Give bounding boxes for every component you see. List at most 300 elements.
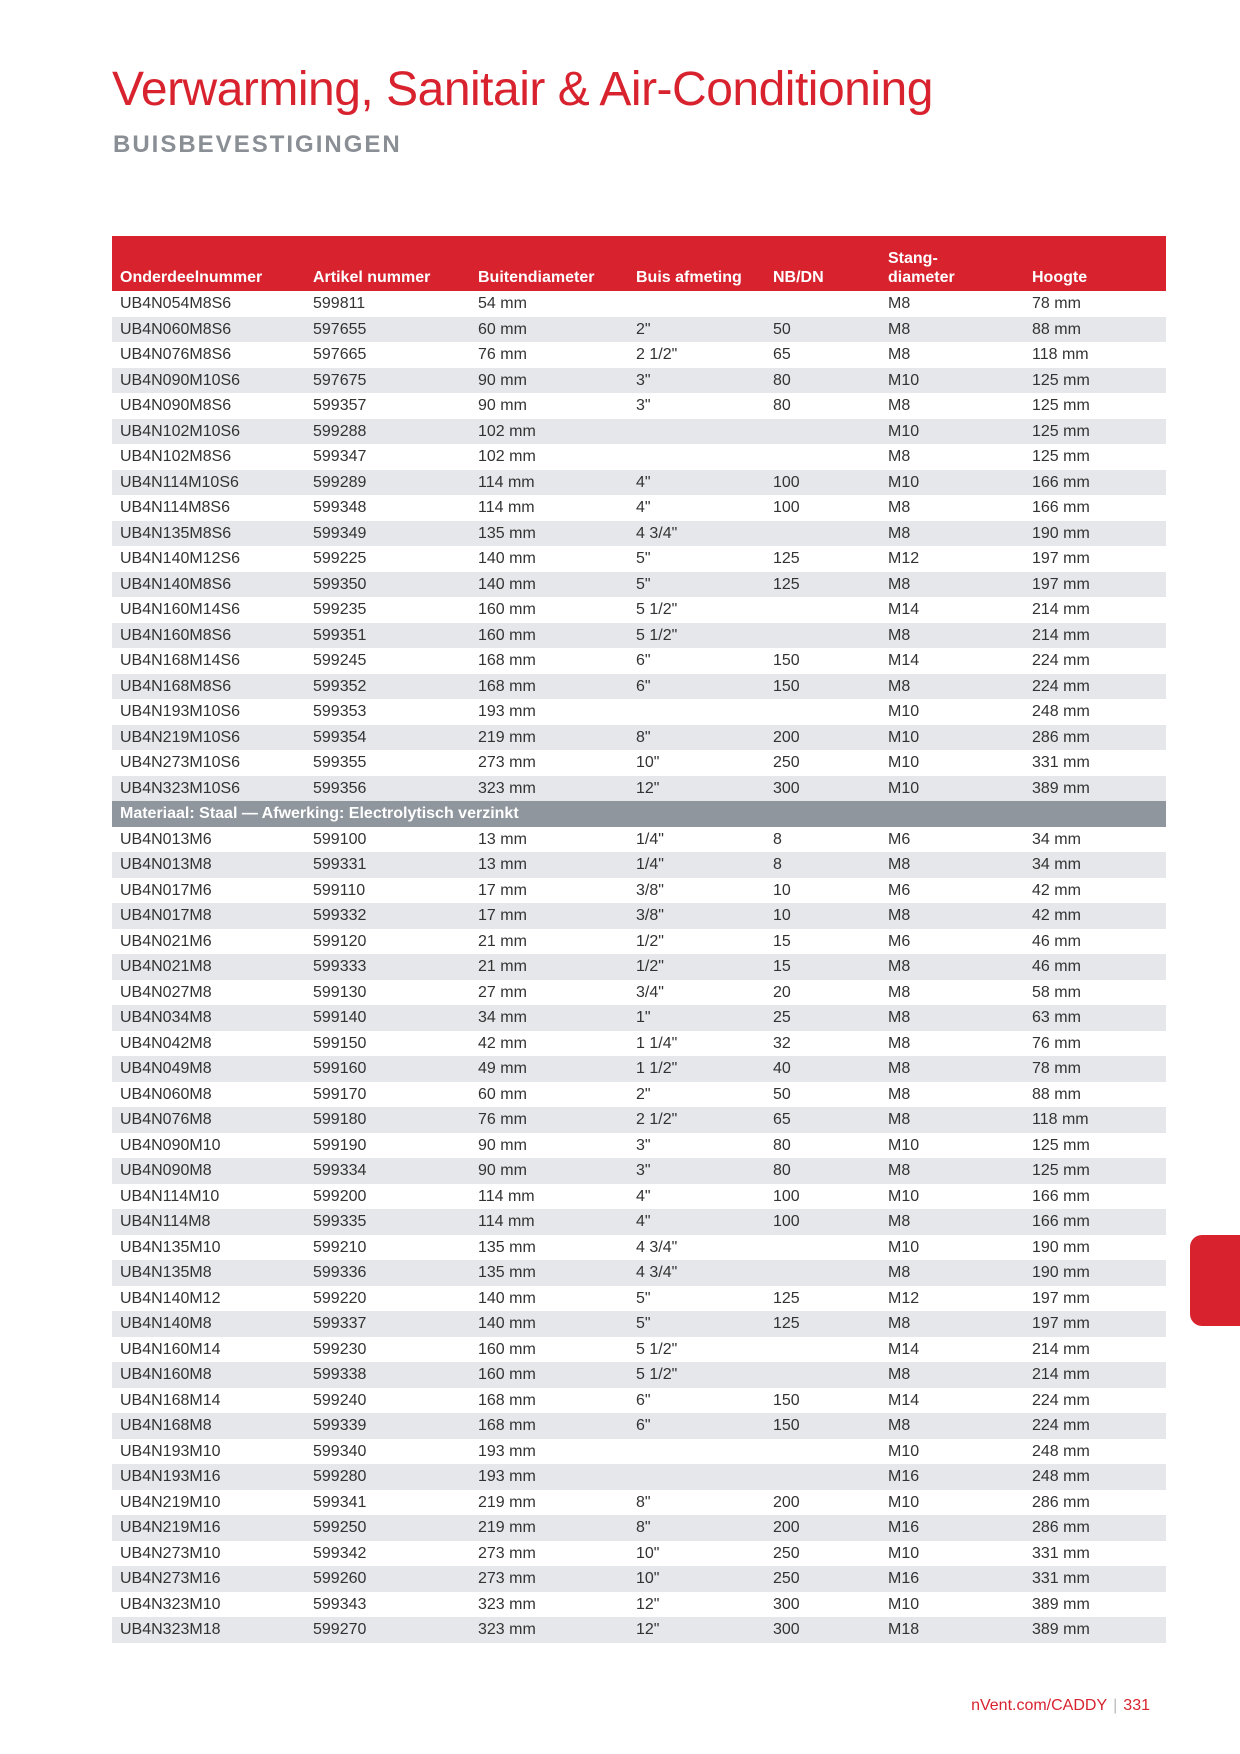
cell-rod-diameter: M16 — [888, 1570, 920, 1587]
cell-pipe-size: 1 1/4" — [636, 1034, 678, 1052]
cell-height: 125 mm — [1032, 1162, 1090, 1179]
cell-pipe-size: 10" — [636, 754, 660, 771]
table-row — [112, 674, 1166, 700]
cell-nb-dn: 20 — [773, 983, 791, 1001]
cell-height: 248 mm — [1032, 703, 1090, 720]
cell-pipe-size: 4 3/4" — [636, 1238, 678, 1256]
cell-rod-diameter: M8 — [888, 958, 911, 975]
table-row — [112, 852, 1166, 878]
cell-outer-diameter: 135 mm — [478, 1238, 536, 1256]
cell-article-number: 599347 — [313, 448, 367, 465]
table-row — [112, 1209, 1166, 1235]
cell-article-number: 599340 — [313, 1442, 367, 1460]
cell-article-number: 599332 — [313, 907, 367, 924]
cell-rod-diameter: M18 — [888, 1621, 920, 1638]
cell-height: 331 mm — [1032, 1570, 1090, 1587]
column-header-nb-dn: NB/DN — [773, 269, 824, 286]
table-row — [112, 1515, 1166, 1541]
cell-height: 125 mm — [1032, 422, 1090, 440]
table-row — [112, 470, 1166, 496]
cell-outer-diameter: 21 mm — [478, 932, 527, 950]
cell-nb-dn: 300 — [773, 779, 800, 797]
cell-height: 214 mm — [1032, 1366, 1090, 1383]
cell-rod-diameter: M16 — [888, 1519, 920, 1536]
cell-height: 286 mm — [1032, 1493, 1090, 1511]
cell-rod-diameter: M10 — [888, 473, 920, 491]
cell-article-number: 599354 — [313, 728, 367, 746]
cell-rod-diameter: M8 — [888, 397, 911, 414]
cell-rod-diameter: M8 — [888, 499, 911, 516]
cell-rod-diameter: M14 — [888, 1391, 920, 1409]
table-row — [112, 954, 1166, 980]
cell-height: 190 mm — [1032, 1264, 1090, 1281]
cell-nb-dn — [765, 1337, 880, 1363]
table-body — [112, 291, 1166, 1643]
cell-part-number: UB4N017M8 — [120, 907, 212, 924]
cell-outer-diameter: 34 mm — [478, 1009, 527, 1026]
cell-pipe-size: 1/2" — [636, 958, 664, 975]
cell-article-number: 599220 — [313, 1289, 367, 1307]
cell-article-number: 599355 — [313, 754, 367, 771]
table-row — [112, 1311, 1166, 1337]
cell-nb-dn: 10 — [773, 881, 791, 899]
cell-outer-diameter: 323 mm — [478, 1595, 536, 1613]
cell-pipe-size: 12" — [636, 1621, 660, 1638]
cell-article-number: 599170 — [313, 1085, 367, 1103]
column-header-buis-afmeting: Buis afmeting — [636, 269, 742, 286]
table-row — [112, 521, 1166, 547]
cell-rod-diameter: M8 — [888, 1060, 911, 1077]
cell-part-number: UB4N060M8 — [120, 1085, 212, 1103]
cell-outer-diameter: 13 mm — [478, 830, 527, 848]
cell-nb-dn: 200 — [773, 1493, 800, 1511]
cell-nb-dn — [765, 1464, 880, 1490]
cell-rod-diameter: M10 — [888, 1238, 920, 1256]
cell-article-number: 599333 — [313, 958, 367, 975]
cell-rod-diameter: M16 — [888, 1468, 920, 1485]
cell-rod-diameter: M6 — [888, 881, 911, 899]
cell-article-number: 599235 — [313, 601, 367, 618]
cell-pipe-size — [628, 1464, 765, 1490]
table-row — [112, 1005, 1166, 1031]
cell-outer-diameter: 135 mm — [478, 1264, 536, 1281]
cell-article-number: 599336 — [313, 1264, 367, 1281]
cell-part-number: UB4N219M10 — [120, 1493, 221, 1511]
cell-article-number: 599120 — [313, 932, 367, 950]
cell-nb-dn: 80 — [773, 397, 791, 414]
cell-pipe-size: 8" — [636, 728, 651, 746]
cell-nb-dn: 25 — [773, 1009, 791, 1026]
cell-height: 46 mm — [1032, 932, 1081, 950]
cell-nb-dn: 15 — [773, 958, 791, 975]
cell-nb-dn: 125 — [773, 550, 800, 567]
cell-rod-diameter: M10 — [888, 1136, 920, 1154]
cell-outer-diameter: 114 mm — [478, 499, 535, 516]
cell-nb-dn: 100 — [773, 1213, 800, 1230]
table-row — [112, 1439, 1166, 1465]
cell-article-number: 599335 — [313, 1213, 367, 1230]
cell-part-number: UB4N021M8 — [120, 958, 212, 975]
cell-height: 224 mm — [1032, 677, 1090, 695]
cell-pipe-size: 10" — [636, 1570, 660, 1587]
cell-pipe-size: 2" — [636, 320, 651, 338]
cell-pipe-size — [628, 419, 765, 445]
cell-rod-diameter: M14 — [888, 1340, 920, 1358]
cell-rod-diameter: M8 — [888, 1034, 911, 1052]
cell-outer-diameter: 90 mm — [478, 1136, 527, 1154]
cell-rod-diameter: M14 — [888, 601, 920, 618]
cell-nb-dn: 100 — [773, 499, 800, 516]
cell-nb-dn: 40 — [773, 1060, 791, 1077]
cell-height: 214 mm — [1032, 601, 1090, 618]
cell-outer-diameter: 160 mm — [478, 1340, 536, 1358]
cell-rod-diameter: M8 — [888, 295, 911, 312]
cell-outer-diameter: 193 mm — [478, 1468, 536, 1485]
cell-pipe-size: 5" — [636, 550, 651, 567]
cell-pipe-size: 1" — [636, 1009, 651, 1026]
cell-part-number: UB4N140M12 — [120, 1289, 221, 1307]
cell-rod-diameter: M8 — [888, 320, 911, 338]
table-row — [112, 1235, 1166, 1261]
cell-height: 125 mm — [1032, 1136, 1090, 1154]
cell-part-number: UB4N090M10S6 — [120, 371, 241, 389]
cell-pipe-size — [628, 699, 765, 725]
cell-article-number: 599343 — [313, 1595, 367, 1613]
cell-outer-diameter: 17 mm — [478, 881, 527, 899]
cell-height: 166 mm — [1032, 499, 1090, 516]
cell-outer-diameter: 140 mm — [478, 550, 536, 567]
cell-height: 214 mm — [1032, 1340, 1090, 1358]
cell-pipe-size — [628, 291, 765, 317]
cell-part-number: UB4N114M10 — [120, 1187, 220, 1205]
table-row — [112, 444, 1166, 470]
cell-rod-diameter: M10 — [888, 1442, 920, 1460]
cell-outer-diameter: 273 mm — [478, 1570, 536, 1587]
cell-article-number: 599356 — [313, 779, 367, 797]
cell-article-number: 599357 — [313, 397, 367, 414]
cell-pipe-size: 3/8" — [636, 881, 664, 899]
cell-article-number: 599200 — [313, 1187, 367, 1205]
cell-rod-diameter: M8 — [888, 1162, 911, 1179]
cell-pipe-size: 10" — [636, 1544, 660, 1562]
cell-outer-diameter: 102 mm — [478, 422, 536, 440]
column-header-hoogte: Hoogte — [1032, 269, 1088, 286]
cell-outer-diameter: 135 mm — [478, 524, 536, 542]
cell-nb-dn — [765, 419, 880, 445]
cell-article-number: 599350 — [313, 575, 367, 593]
cell-article-number: 599338 — [313, 1366, 367, 1383]
cell-height: 88 mm — [1032, 1085, 1081, 1103]
cell-height: 224 mm — [1032, 1417, 1090, 1434]
cell-rod-diameter: M8 — [888, 1417, 911, 1434]
cell-pipe-size: 4" — [636, 1213, 651, 1230]
cell-height: 78 mm — [1032, 1060, 1081, 1077]
cell-article-number: 599348 — [313, 499, 367, 516]
cell-part-number: UB4N140M12S6 — [120, 550, 241, 567]
cell-height: 224 mm — [1032, 652, 1090, 669]
cell-article-number: 599331 — [313, 856, 367, 873]
cell-rod-diameter: M8 — [888, 1009, 911, 1026]
cell-part-number: UB4N193M16 — [120, 1468, 221, 1485]
cell-part-number: UB4N219M10S6 — [120, 728, 241, 746]
cell-nb-dn: 50 — [773, 320, 791, 338]
cell-nb-dn — [765, 597, 880, 623]
cell-outer-diameter: 219 mm — [478, 1493, 536, 1511]
cell-height: 34 mm — [1032, 856, 1081, 873]
cell-part-number: UB4N027M8 — [120, 983, 212, 1001]
cell-article-number: 599240 — [313, 1391, 367, 1409]
cell-height: 166 mm — [1032, 1213, 1090, 1230]
cell-pipe-size — [628, 1439, 765, 1465]
cell-height: 389 mm — [1032, 779, 1090, 797]
cell-part-number: UB4N034M8 — [120, 1009, 212, 1026]
table-row — [112, 725, 1166, 751]
table-row — [112, 546, 1166, 572]
cell-part-number: UB4N135M10 — [120, 1238, 221, 1256]
cell-part-number: UB4N160M14S6 — [120, 601, 241, 618]
cell-pipe-size: 2 1/2" — [636, 346, 678, 363]
cell-height: 190 mm — [1032, 524, 1090, 542]
cell-height: 88 mm — [1032, 320, 1081, 338]
cell-outer-diameter: 27 mm — [478, 983, 527, 1001]
cell-article-number: 599190 — [313, 1136, 367, 1154]
cell-height: 331 mm — [1032, 1544, 1090, 1562]
cell-height: 166 mm — [1032, 473, 1090, 491]
table-row — [112, 1541, 1166, 1567]
cell-part-number: UB4N140M8 — [120, 1315, 212, 1332]
cell-pipe-size: 5 1/2" — [636, 1366, 678, 1383]
column-header-buitendiameter: Buitendiameter — [478, 269, 595, 286]
cell-pipe-size: 2 1/2" — [636, 1111, 678, 1128]
table-row — [112, 393, 1166, 419]
cell-part-number: UB4N060M8S6 — [120, 320, 232, 338]
cell-nb-dn — [765, 1439, 880, 1465]
cell-article-number: 599180 — [313, 1111, 367, 1128]
cell-nb-dn — [765, 444, 880, 470]
cell-height: 389 mm — [1032, 1621, 1090, 1638]
table-row — [112, 929, 1166, 955]
cell-rod-diameter: M10 — [888, 754, 920, 771]
cell-article-number: 599225 — [313, 550, 367, 567]
page-title: Verwarming, Sanitair & Air-Conditioning — [112, 63, 933, 116]
cell-height: 197 mm — [1032, 550, 1090, 567]
cell-article-number: 597665 — [313, 346, 367, 363]
cell-nb-dn: 65 — [773, 346, 791, 363]
cell-outer-diameter: 90 mm — [478, 397, 527, 414]
cell-rod-diameter: M8 — [888, 1085, 911, 1103]
cell-height: 63 mm — [1032, 1009, 1081, 1026]
cell-height: 58 mm — [1032, 983, 1081, 1001]
cell-outer-diameter: 76 mm — [478, 346, 527, 363]
cell-article-number: 599270 — [313, 1621, 367, 1638]
cell-article-number: 599245 — [313, 652, 367, 669]
cell-outer-diameter: 168 mm — [478, 652, 536, 669]
table-row — [112, 750, 1166, 776]
cell-article-number: 599349 — [313, 524, 367, 542]
cell-article-number: 599150 — [313, 1034, 367, 1052]
cell-nb-dn: 10 — [773, 907, 791, 924]
cell-nb-dn: 100 — [773, 1187, 800, 1205]
cell-rod-diameter: M10 — [888, 371, 920, 389]
cell-pipe-size: 4" — [636, 499, 651, 516]
cell-nb-dn: 125 — [773, 575, 800, 593]
table-row — [112, 1107, 1166, 1133]
cell-pipe-size: 12" — [636, 1595, 660, 1613]
cell-outer-diameter: 21 mm — [478, 958, 527, 975]
page-footer — [971, 1697, 1150, 1715]
cell-part-number: UB4N160M14 — [120, 1340, 221, 1358]
cell-nb-dn: 8 — [773, 856, 782, 873]
table-row — [112, 878, 1166, 904]
cell-pipe-size: 4" — [636, 473, 651, 491]
cell-part-number: UB4N135M8S6 — [120, 524, 232, 542]
cell-outer-diameter: 60 mm — [478, 320, 527, 338]
cell-height: 248 mm — [1032, 1468, 1090, 1485]
cell-nb-dn — [765, 1235, 880, 1261]
cell-pipe-size: 2" — [636, 1085, 651, 1103]
cell-pipe-size: 8" — [636, 1519, 651, 1536]
cell-outer-diameter: 90 mm — [478, 371, 527, 389]
table-row — [112, 1617, 1166, 1643]
table-row — [112, 1362, 1166, 1388]
cell-pipe-size: 6" — [636, 652, 651, 669]
cell-outer-diameter: 168 mm — [478, 1391, 536, 1409]
cell-pipe-size: 5" — [636, 1289, 651, 1307]
cell-pipe-size: 6" — [636, 1417, 651, 1434]
section-header-row — [112, 801, 1166, 827]
cell-rod-diameter: M10 — [888, 1595, 920, 1613]
cell-pipe-size: 12" — [636, 779, 660, 797]
cell-pipe-size: 1/4" — [636, 856, 664, 873]
cell-part-number: UB4N323M18 — [120, 1621, 221, 1638]
cell-pipe-size: 5 1/2" — [636, 601, 678, 618]
cell-pipe-size: 3/8" — [636, 907, 664, 924]
cell-part-number: UB4N013M6 — [120, 830, 212, 848]
table-row — [112, 1337, 1166, 1363]
cell-height: 78 mm — [1032, 295, 1081, 312]
cell-nb-dn — [765, 521, 880, 547]
footer-separator: | — [1113, 1697, 1118, 1714]
cell-outer-diameter: 160 mm — [478, 1366, 536, 1383]
table-row — [112, 1464, 1166, 1490]
cell-outer-diameter: 114 mm — [478, 1187, 535, 1205]
cell-pipe-size: 3" — [636, 371, 651, 389]
cell-pipe-size: 4 3/4" — [636, 1264, 678, 1281]
cell-nb-dn — [765, 623, 880, 649]
cell-outer-diameter: 160 mm — [478, 601, 536, 618]
cell-nb-dn: 65 — [773, 1111, 791, 1128]
cell-height: 286 mm — [1032, 1519, 1090, 1536]
cell-nb-dn: 125 — [773, 1315, 800, 1332]
cell-height: 197 mm — [1032, 575, 1090, 593]
cell-pipe-size: 8" — [636, 1493, 651, 1511]
cell-height: 125 mm — [1032, 448, 1090, 465]
cell-height: 42 mm — [1032, 881, 1081, 899]
cell-part-number: UB4N323M10 — [120, 1595, 221, 1613]
cell-rod-diameter: M8 — [888, 524, 911, 542]
cell-article-number: 599334 — [313, 1162, 367, 1179]
cell-nb-dn — [765, 1362, 880, 1388]
cell-part-number: UB4N219M16 — [120, 1519, 221, 1536]
cell-height: 286 mm — [1032, 728, 1090, 746]
cell-pipe-size: 1/2" — [636, 932, 664, 950]
cell-nb-dn: 80 — [773, 371, 791, 389]
cell-rod-diameter: M12 — [888, 550, 920, 567]
table-row — [112, 1260, 1166, 1286]
cell-outer-diameter: 13 mm — [478, 856, 527, 873]
cell-rod-diameter: M10 — [888, 1544, 920, 1562]
cell-pipe-size: 3" — [636, 1136, 651, 1154]
cell-part-number: UB4N168M8S6 — [120, 677, 232, 695]
cell-outer-diameter: 219 mm — [478, 1519, 536, 1536]
table-row — [112, 776, 1166, 802]
table-row — [112, 623, 1166, 649]
cell-pipe-size: 1/4" — [636, 830, 664, 848]
cell-nb-dn: 80 — [773, 1136, 791, 1154]
table-row — [112, 1388, 1166, 1414]
section-tab — [1190, 1235, 1240, 1326]
table-row — [112, 648, 1166, 674]
cell-nb-dn: 250 — [773, 1544, 800, 1562]
cell-article-number: 599140 — [313, 1009, 367, 1026]
section-material-label: Materiaal: Staal — Afwerking: Electrolytisch verzinkt — [120, 805, 519, 822]
cell-article-number: 599339 — [313, 1417, 367, 1434]
cell-rod-diameter: M8 — [888, 983, 911, 1001]
cell-outer-diameter: 60 mm — [478, 1085, 527, 1103]
cell-rod-diameter: M8 — [888, 677, 911, 695]
cell-outer-diameter: 323 mm — [478, 779, 536, 797]
cell-rod-diameter: M10 — [888, 703, 920, 720]
cell-article-number: 599811 — [313, 295, 366, 312]
table-header-row — [112, 236, 1166, 291]
cell-nb-dn: 200 — [773, 728, 800, 746]
cell-rod-diameter: M10 — [888, 728, 920, 746]
cell-part-number: UB4N076M8S6 — [120, 346, 232, 363]
cell-height: 166 mm — [1032, 1187, 1090, 1205]
cell-height: 214 mm — [1032, 626, 1090, 644]
cell-pipe-size: 4" — [636, 1187, 651, 1205]
cell-pipe-size: 3" — [636, 1162, 651, 1179]
cell-part-number: UB4N114M10S6 — [120, 473, 239, 491]
cell-nb-dn: 32 — [773, 1034, 791, 1052]
cell-rod-diameter: M10 — [888, 1493, 920, 1511]
cell-pipe-size: 5" — [636, 1315, 651, 1332]
cell-article-number: 599351 — [313, 626, 367, 644]
cell-pipe-size: 5 1/2" — [636, 626, 678, 644]
cell-height: 331 mm — [1032, 754, 1090, 771]
cell-part-number: UB4N049M8 — [120, 1060, 212, 1077]
cell-part-number: UB4N076M8 — [120, 1111, 212, 1128]
cell-part-number: UB4N102M10S6 — [120, 422, 241, 440]
cell-part-number: UB4N102M8S6 — [120, 448, 232, 465]
cell-outer-diameter: 193 mm — [478, 1442, 536, 1460]
parts-table — [112, 236, 1166, 1643]
cell-part-number: UB4N273M10 — [120, 1544, 221, 1562]
cell-outer-diameter: 49 mm — [478, 1060, 527, 1077]
cell-article-number: 599130 — [313, 983, 367, 1001]
cell-nb-dn — [765, 1260, 880, 1286]
cell-height: 125 mm — [1032, 397, 1090, 414]
cell-pipe-size: 3" — [636, 397, 651, 414]
cell-pipe-size: 6" — [636, 677, 651, 695]
cell-article-number: 599260 — [313, 1570, 367, 1587]
cell-part-number: UB4N013M8 — [120, 856, 212, 873]
cell-part-number: UB4N160M8 — [120, 1366, 212, 1383]
cell-height: 42 mm — [1032, 907, 1081, 924]
cell-article-number: 599100 — [313, 830, 367, 848]
cell-part-number: UB4N042M8 — [120, 1034, 212, 1052]
cell-rod-diameter: M8 — [888, 448, 911, 465]
